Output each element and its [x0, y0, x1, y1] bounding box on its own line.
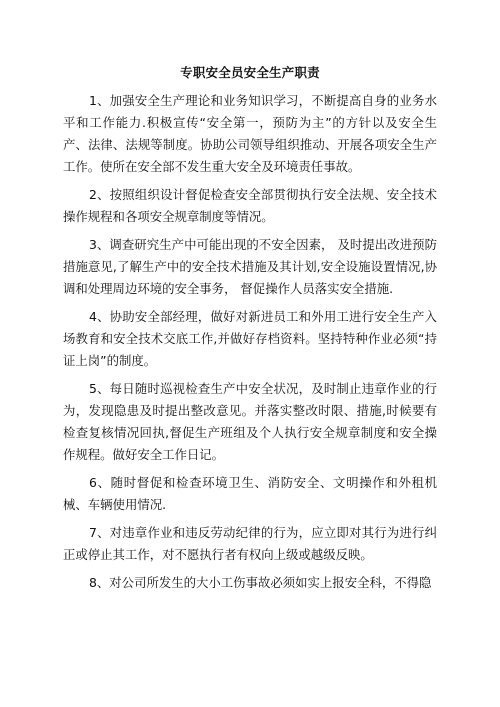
- paragraph-1: 1、加强安全生产理论和业务知识学习，不断提高自身的业务水平和工作能力.积极宣传“安全第一，预防为主”的方针以及安全生产、法律、法规等制度。协助公司领导组织推动、开展各项安全生产工作。使所在安全部不发生重大安全及环境责任事故。: [63, 93, 437, 174]
- paragraph-8: 8、对公司所发生的大小工伤事故必须如实上报安全科，不得隐: [89, 575, 432, 590]
- paragraph-4: 4、协助安全部经理，做好对新进员工和外用工进行安全生产入场教育和安全技术交底工作,并做好存档资料。坚持特种作业必须“持证上岗”的制度。: [63, 309, 437, 368]
- paragraph-6: 6、随时督促和检查环境卫生、消防安全、文明操作和外租机械、车辆使用情况.: [63, 475, 437, 512]
- document-title: 专职安全员安全生产职责: [180, 65, 320, 80]
- paragraph-7: 7、对违章作业和违反劳动纪律的行为，应立即对其行为进行纠正或停止其工作，对不愿执行者有权向上级或越级反映。: [63, 525, 437, 562]
- paragraph-2: 2、按照组织设计督促检查安全部贯彻执行安全法规、安全技术操作规程和各项安全规章制度等情况。: [63, 187, 437, 224]
- paragraph-5: 5、每日随时巡视检查生产中安全状况，及时制止违章作业的行为，发现隐患及时提出整改意见。并落实整改时限、措施,时候要有检查复核情况回执,督促生产班组及个人执行安全规章制度和安全操作规程。做好安全工作日记。: [63, 381, 437, 462]
- paragraph-3: 3、调查研究生产中可能出现的不安全因素， 及时提出改进预防措施意见,了解生产中的安全技术措施及其计划,安全设施设置情况,协调和处理周边环境的安全事务， 督促操作人员落实安全措施.: [63, 237, 437, 296]
- document-body: [63, 90, 437, 594]
